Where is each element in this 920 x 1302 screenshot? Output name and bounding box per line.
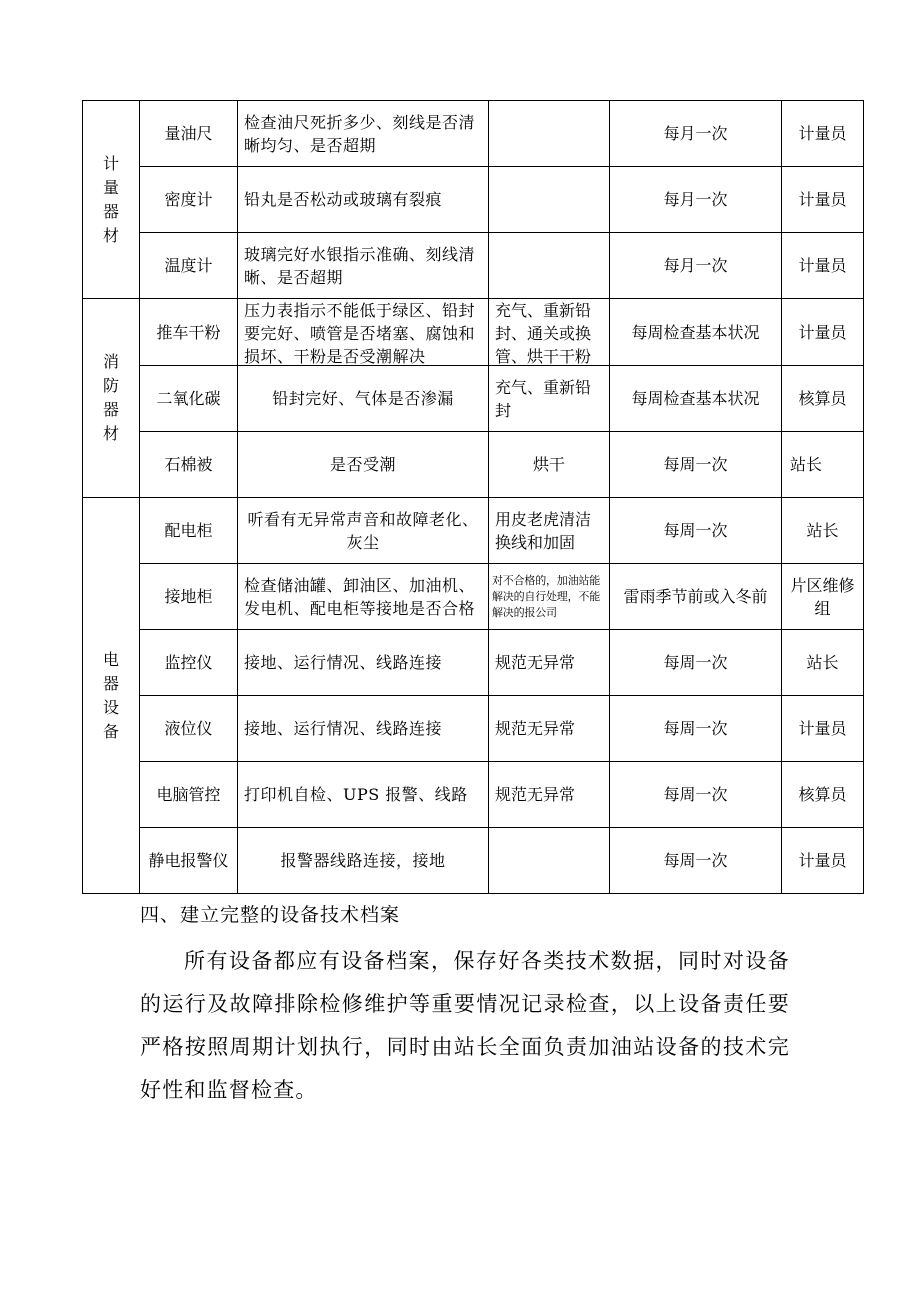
- inspection-period: 每周一次: [610, 828, 782, 894]
- inspection-content-text: 检查储油罐、卸油区、加油机、发电机、配电柜等接地是否合格: [244, 575, 476, 618]
- handling-method: [489, 167, 610, 233]
- equipment-name: 石棉被: [140, 432, 238, 498]
- responsible-person: 计量员: [782, 167, 864, 233]
- table-row: [83, 233, 864, 299]
- equipment-name: 二氧化碳: [140, 366, 238, 432]
- table-row: [83, 762, 864, 828]
- section-paragraph: 所有设备都应有设备档案，保存好各类技术数据，同时对设备的运行及故障排除检修维护等重要情况记录检查，以上设备责任要严格按照周期计划执行，同时由站长全面负责加油站设备的技术完好性和监督检查。: [140, 949, 790, 1102]
- table-row: [83, 828, 864, 894]
- equipment-maintenance-table: [82, 100, 864, 894]
- equipment-name: 配电柜: [140, 498, 238, 564]
- category-label: 计量器材: [102, 153, 119, 245]
- inspection-content-text: 压力表指示不能低于绿区、铅封要完好、喷管是否堵塞、腐蚀和损坏、干粉是否受潮解决: [244, 301, 476, 365]
- handling-method-text: 对不合格的，加油站能解决的自行处理，不能解决的报公司: [492, 573, 600, 619]
- responsible-person: 计量员: [782, 696, 864, 762]
- handling-method: 充气、重新铅封: [489, 366, 610, 432]
- inspection-content: 玻璃完好水银指示准确、刻线清晰、是否超期: [238, 233, 489, 299]
- equipment-name: 接地柜: [140, 564, 238, 630]
- inspection-content: 铅封完好、气体是否渗漏: [238, 366, 489, 432]
- equipment-name: 静电报警仪: [140, 828, 238, 894]
- category-label: 电器设备: [102, 649, 119, 741]
- responsible-person: 核算员: [782, 762, 864, 828]
- inspection-content: 接地、运行情况、线路连接: [238, 696, 489, 762]
- category-cell: [83, 101, 140, 299]
- inspection-content: 报警器线路连接，接地: [238, 828, 489, 894]
- table-row: [83, 432, 864, 498]
- handling-method: 规范无异常: [489, 630, 610, 696]
- inspection-period: 每周一次: [610, 762, 782, 828]
- responsible-person: 计量员: [782, 233, 864, 299]
- inspection-period: 每周一次: [610, 630, 782, 696]
- inspection-period: 每周一次: [610, 498, 782, 564]
- inspection-content: 接地、运行情况、线路连接: [238, 630, 489, 696]
- inspection-period: 每周一次: [610, 696, 782, 762]
- equipment-name: 密度计: [140, 167, 238, 233]
- section-heading: 四、建立完整的设备技术档案: [140, 904, 401, 926]
- table-row: [83, 101, 864, 167]
- inspection-period: 每月一次: [610, 101, 782, 167]
- inspection-period: 每周检查基本状况: [610, 366, 782, 432]
- inspection-content: [238, 299, 489, 366]
- responsible-person: 计量员: [782, 828, 864, 894]
- inspection-period: 每月一次: [610, 167, 782, 233]
- equipment-name: 量油尺: [140, 101, 238, 167]
- table-row: [83, 299, 864, 366]
- handling-method: [489, 233, 610, 299]
- category-cell: [83, 299, 140, 498]
- inspection-content: [238, 564, 489, 630]
- inspection-period: 每周一次: [610, 432, 782, 498]
- responsible-person: 站长: [782, 630, 864, 696]
- handling-method: [489, 828, 610, 894]
- handling-method: [489, 299, 610, 366]
- equipment-name: 温度计: [140, 233, 238, 299]
- handling-method-text: 用皮老虎清洁换线和加固: [495, 509, 592, 552]
- responsible-person: 站长: [782, 498, 864, 564]
- handling-method: [489, 101, 610, 167]
- equipment-name: 液位仪: [140, 696, 238, 762]
- table-row: [83, 630, 864, 696]
- inspection-period: 每周检查基本状况: [610, 299, 782, 366]
- table-row: [83, 564, 864, 630]
- inspection-content: 打印机自检、UPS 报警、线路: [238, 762, 489, 828]
- category-cell: [83, 498, 140, 894]
- inspection-content: 听看有无异常声音和故障老化、灰尘: [238, 498, 489, 564]
- equipment-name: 监控仪: [140, 630, 238, 696]
- handling-method: 规范无异常: [489, 762, 610, 828]
- inspection-period: 每月一次: [610, 233, 782, 299]
- category-label: 消防器材: [102, 352, 119, 443]
- responsible-person: 核算员: [782, 366, 864, 432]
- responsible-person: 站长: [782, 432, 864, 498]
- inspection-period: 雷雨季节前或入冬前: [610, 564, 782, 630]
- table-row: [83, 498, 864, 564]
- table-row: [83, 696, 864, 762]
- handling-method-text: 充气、重新铅封、通关或换管、烘干干粉: [495, 301, 592, 365]
- table-row: [83, 167, 864, 233]
- responsible-person: 计量员: [782, 101, 864, 167]
- inspection-content: 是否受潮: [238, 432, 489, 498]
- inspection-content: 铅丸是否松动或玻璃有裂痕: [238, 167, 489, 233]
- handling-method: 烘干: [489, 432, 610, 498]
- handling-method: [489, 564, 610, 630]
- responsible-person: 片区维修组: [782, 564, 864, 630]
- handling-method: 规范无异常: [489, 696, 610, 762]
- inspection-content: 检查油尺死折多少、刻线是否清晰均匀、是否超期: [238, 101, 489, 167]
- handling-method: [489, 498, 610, 564]
- equipment-name: 电脑管控: [140, 762, 238, 828]
- responsible-person: 计量员: [782, 299, 864, 366]
- table-row: [83, 366, 864, 432]
- equipment-name: 推车干粉: [140, 299, 238, 366]
